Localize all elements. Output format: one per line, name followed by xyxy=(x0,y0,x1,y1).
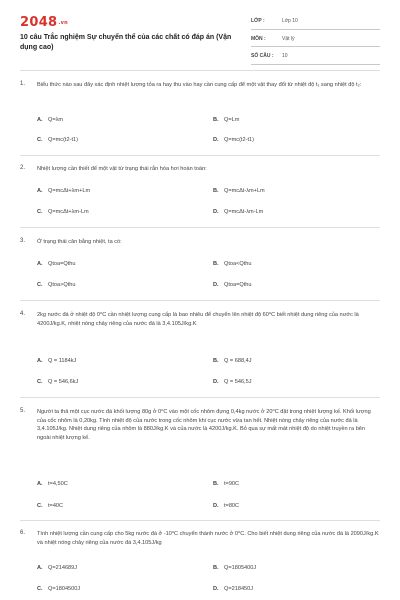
option-text: Qtoa=Qthu xyxy=(224,282,252,288)
option-letter: B. xyxy=(213,188,219,194)
option-letter: C. xyxy=(37,586,43,592)
option-letter: C. xyxy=(37,137,43,143)
option-letter: A. xyxy=(37,358,43,364)
meta-row-subject xyxy=(251,34,380,48)
option-text: Q=218450J xyxy=(224,586,254,592)
option-a[interactable] xyxy=(37,117,63,123)
option-letter: D. xyxy=(213,586,219,592)
question-text: 2kg nước đá ở nhiệt độ 0⁰C cần nhiệt lượng cung cấp là bao nhiêu để chuyển lên nhiệt độ 60⁰C biết nhiệt dung riêng của nước là 4200J/kg.K, nhiệt nóng chảy riêng của nước đá là 3,4.105J/kg.K xyxy=(37,312,359,327)
option-text: Qtoa>Qthu xyxy=(48,282,76,288)
document-header xyxy=(0,0,400,62)
option-a[interactable] xyxy=(37,481,68,487)
option-text: Q=Lm xyxy=(224,117,240,123)
meta-value: 10 xyxy=(282,53,288,59)
document-title: 10 câu Trắc nghiệm Sự chuyển thể của các chất có đáp án (Vận dụng cao) xyxy=(20,34,232,51)
meta-row-class xyxy=(251,16,380,30)
question-number: 5. xyxy=(20,408,26,414)
option-c[interactable] xyxy=(37,586,80,592)
option-letter: D. xyxy=(213,503,219,509)
option-text: Q = 546,6kJ xyxy=(48,379,79,385)
option-b[interactable] xyxy=(213,481,239,487)
option-letter: B. xyxy=(213,117,219,123)
option-text: Q=λm xyxy=(48,117,64,123)
option-letter: A. xyxy=(37,117,43,123)
option-letter: D. xyxy=(213,209,219,215)
option-text: t=4,50C xyxy=(48,481,68,487)
option-letter: A. xyxy=(37,565,43,571)
option-c[interactable] xyxy=(37,209,89,215)
question-text: Ở trạng thái cân bằng nhiệt, ta có: xyxy=(37,239,122,245)
meta-value: Vật lý xyxy=(282,35,295,42)
site-logo[interactable] xyxy=(20,15,68,30)
option-text: Q=1805400J xyxy=(224,565,257,571)
option-text: Q=mcΔt+λm+Lm xyxy=(48,188,91,194)
logo-text: 2048 xyxy=(20,15,58,30)
option-a[interactable] xyxy=(37,565,77,571)
divider xyxy=(20,227,380,228)
option-text: t=80C xyxy=(224,503,240,509)
option-d[interactable] xyxy=(213,503,239,509)
option-d[interactable] xyxy=(213,282,252,288)
option-text: Q=mcΔt-λm+Lm xyxy=(224,188,265,194)
option-c[interactable] xyxy=(37,282,76,288)
option-text: t=90C xyxy=(224,481,240,487)
question-number: 2. xyxy=(20,165,26,171)
divider xyxy=(20,300,380,301)
option-letter: C. xyxy=(37,503,43,509)
option-a[interactable] xyxy=(37,188,90,194)
option-a[interactable] xyxy=(37,358,76,364)
option-text: Qtoa<Qthu xyxy=(224,261,252,267)
option-text: Qtoa=Qthu xyxy=(48,261,76,267)
option-text: Q=1804500J xyxy=(48,586,81,592)
question-number: 3. xyxy=(20,238,26,244)
option-text: Q=mc(t2-t1) xyxy=(224,137,254,143)
logo-suffix: .vn xyxy=(58,19,69,26)
question-number: 4. xyxy=(20,311,26,317)
meta-key: MÔN : xyxy=(251,35,266,42)
option-b[interactable] xyxy=(213,565,256,571)
option-text: Q=214689J xyxy=(48,565,78,571)
option-b[interactable] xyxy=(213,117,239,123)
option-letter: B. xyxy=(213,481,219,487)
option-b[interactable] xyxy=(213,358,252,364)
question-number: 6. xyxy=(20,530,26,536)
divider xyxy=(20,70,380,71)
option-a[interactable] xyxy=(37,261,76,267)
meta-key: SỐ CÂU : xyxy=(251,53,274,59)
option-letter: D. xyxy=(213,282,219,288)
option-text: t=40C xyxy=(48,503,64,509)
option-text: Q = 1184kJ xyxy=(48,358,77,364)
option-letter: B. xyxy=(213,565,219,571)
option-d[interactable] xyxy=(213,137,254,143)
option-letter: A. xyxy=(37,188,43,194)
option-letter: C. xyxy=(37,379,43,385)
option-text: Q=mc(t2-t1) xyxy=(48,137,78,143)
question-text: Biểu thức nào sau đây xác định nhiệt lượng tỏa ra hay thu vào hay cần cung cấp để một vật thay đổi từ nhiệt độ t₁ sang nhiệt độ t₂: xyxy=(37,82,362,88)
option-letter: B. xyxy=(213,358,219,364)
divider xyxy=(20,397,380,398)
option-text: Q=mcΔt-λm-Lm xyxy=(224,209,264,215)
option-c[interactable] xyxy=(37,503,63,509)
question-text: Người ta thả một cục nước đá khối lượng 80g ở 0⁰C vào một cốc nhôm đựng 0,4kg nước ở 20⁰C đặt trong nhiệt lượng kế. Khối lượng của cốc nhôm là 0,20kg. Tính nhiệt độ của nước trong cốc nhôm khi cục nước vừa tan hết. Nhiệt nóng chảy riêng của nước đá là 3,4.105J/kg. Nhiệt dung riêng của nhôm là 880J/kg.K và của nước là 4200J/kg.K. Bỏ qua sự mất mát nhiệt độ do nhiệt truyền ra bên ngoài nhiệt lượng kế. xyxy=(37,409,371,441)
meta-key: LỚP : xyxy=(251,18,265,24)
option-d[interactable] xyxy=(213,379,252,385)
divider xyxy=(20,155,380,156)
option-letter: C. xyxy=(37,282,43,288)
option-d[interactable] xyxy=(213,209,263,215)
option-letter: D. xyxy=(213,379,219,385)
meta-row-count xyxy=(251,51,380,65)
option-letter: D. xyxy=(213,137,219,143)
question-text: Nhiệt lượng cần thiết để một vật từ trạng thái rắn hóa hơi hoàn toàn: xyxy=(37,166,207,172)
option-b[interactable] xyxy=(213,188,265,194)
question-text: Tính nhiệt lượng cần cung cấp cho 5kg nước đá ở -10⁰C chuyển thành nước ở 0⁰C. Cho biết nhiệt dung riêng của nước đá là 2090J/kg.K và nhiệt nóng chảy riêng của nước đá 3,4.105J/kg xyxy=(37,531,379,546)
option-letter: B. xyxy=(213,261,219,267)
document-meta xyxy=(251,16,380,69)
divider xyxy=(20,520,380,521)
option-text: Q=mcΔt+λm-Lm xyxy=(48,209,89,215)
option-letter: C. xyxy=(37,209,43,215)
option-c[interactable] xyxy=(37,137,78,143)
option-d[interactable] xyxy=(213,586,253,592)
option-c[interactable] xyxy=(37,379,78,385)
option-letter: A. xyxy=(37,261,43,267)
option-text: Q = 546,5J xyxy=(224,379,252,385)
meta-value: Lớp 10 xyxy=(282,18,298,24)
question-number: 1. xyxy=(20,81,26,87)
option-text: Q = 688,4J xyxy=(224,358,252,364)
option-letter: A. xyxy=(37,481,43,487)
option-b[interactable] xyxy=(213,261,252,267)
